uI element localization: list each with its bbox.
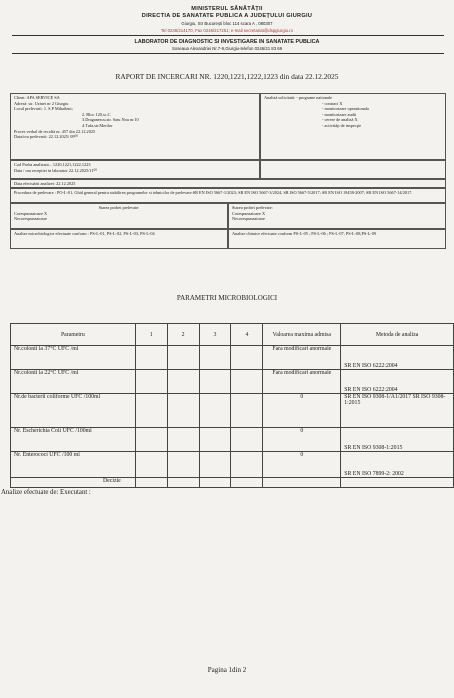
chem-analyses-box — [228, 229, 446, 249]
decision-cell — [135, 478, 167, 488]
table-row — [11, 346, 454, 370]
header-sample-1: 1 — [135, 324, 167, 346]
receipt-date: Data / ora receptiei in laborator 22.12.2025/11⁰⁰ — [14, 167, 97, 173]
section-title: PARAMETRI MICROBIOLOGICI — [176, 294, 278, 302]
header-sample-4: 4 — [231, 324, 263, 346]
max-value-cell: 0 — [263, 428, 341, 452]
directorate-address: Giurgiu, Str București bloc 114 scara A , 080307 — [181, 21, 273, 26]
value-cell — [199, 346, 231, 370]
value-cell — [199, 370, 231, 394]
value-cell — [135, 346, 167, 370]
analysis-date: Data efectuării analizei: 22.12.2025 — [14, 181, 76, 186]
page-number: Pagina 1din 2 — [207, 666, 247, 674]
decision-label: Decizie — [11, 478, 136, 488]
sampling-procedure: Procedura de prelevare : PO-L-01, Ghid general pentru stabilirea programelor si tehnicilor de prelevare:SR EN ISO 5667-1/2023; SR EN ISO 5667-3/2024, SR ISO 5667-5/2017; SR EN ISO 19458-2007; SR EN ISO 5667-14/2017. — [14, 190, 413, 195]
chem-analyses-text: Analize chimice efectuate conform PS-L-05 ; PS-L-06 ; PS-L-07, PS-L-08,PS-L-09 — [232, 231, 377, 236]
value-cell — [167, 394, 199, 428]
table-header-row — [11, 324, 454, 346]
header-sample-2: 2 — [167, 324, 199, 346]
value-cell — [167, 428, 199, 452]
procedure-box — [10, 188, 446, 203]
value-cell — [199, 428, 231, 452]
max-value-cell: 0 — [263, 394, 341, 428]
value-cell — [135, 428, 167, 452]
sample-state-left — [10, 203, 228, 229]
client-name: Client: APA SERVICE SA — [14, 95, 60, 100]
parameter-cell: Nr.colonii la 22°C UFC /ml — [11, 370, 136, 394]
decision-row — [11, 478, 454, 488]
performed-by: Analize efectuate de: Executant : — [1, 489, 91, 496]
sample-state-nok: Necorespunzatoare — [232, 216, 265, 222]
client-address: Adresă: str. Uzinei nr 2 Giurgiu — [14, 100, 69, 106]
analysis-requested-label: Analiză solicitată: - programe nationale — [264, 95, 333, 100]
header-method: Metoda de analiza — [341, 324, 454, 346]
decision-cell — [199, 478, 231, 488]
sample-state-label: Starea probei prelevate: — [232, 205, 273, 210]
header-divider-bottom — [12, 53, 444, 54]
table-row — [11, 428, 454, 452]
value-cell — [231, 428, 263, 452]
sample-info-box — [10, 160, 260, 179]
verbal-record: Proces verbal de recoltă nr. 457 din 22.12.2025 — [14, 128, 96, 134]
decision-cell — [231, 478, 263, 488]
sample-state-label: Starea probei prelevate: — [98, 205, 140, 210]
parameter-cell: Nr. Enterococi UFC /100 ml — [11, 452, 136, 478]
sampling-date: Data/ora prelevarii: 22.12.2025/ 09⁰⁰ — [14, 134, 78, 140]
micro-analyses-box — [10, 229, 228, 249]
directorate-contact: Tel 0246/214170, Fax 0246/217251; e-mail secretariat@dspgiurgiu.ro — [160, 28, 294, 33]
microbiology-table — [10, 323, 454, 488]
method-cell: SR EN ISO 9308-1:2015 — [341, 428, 454, 452]
method-cell: SR EN ISO 6222:2004 — [341, 346, 454, 370]
sampling-location-item: 2. Bloc 120,sc.C — [82, 111, 111, 117]
parameter-cell: Nr. Escherichia Coli UFC /100ml — [11, 428, 136, 452]
analysis-option: - activităţi de inspecţie — [322, 122, 362, 128]
laboratory-heading: LABORATOR DE DIAGNOSTIC SI INVESTIGARE IN SANATATE PUBLICA — [134, 39, 320, 45]
directorate-heading: DIRECTIA DE SANATATE PUBLICA A JUDEȚULUI GIURGIU — [141, 13, 313, 19]
max-value-cell: Fara modificari anormale — [263, 370, 341, 394]
sample-state-nok: Necorespunzatoare — [14, 216, 47, 222]
value-cell — [199, 394, 231, 428]
table-row — [11, 370, 454, 394]
header-sample-3: 3 — [199, 324, 231, 346]
sample-info-box-right — [260, 160, 446, 179]
value-cell — [167, 452, 199, 478]
method-cell: SR EN ISO 7899-2: 2002 — [341, 452, 454, 478]
header-parameter: Parametru — [11, 324, 136, 346]
method-cell: SR EN ISO 9308-1/A1/2017 SR ISO 9308-1:2015 — [341, 394, 454, 428]
micro-analyses-text: Analize microbiologice efectuate conform : PS-L-01, PS-L-02, PS-L-03, PS-L-04 — [14, 231, 155, 236]
value-cell — [167, 346, 199, 370]
decision-cell — [341, 478, 454, 488]
parameter-cell: Nr.de bacterii coliforme UFC /100ml — [11, 394, 136, 428]
value-cell — [231, 452, 263, 478]
client-info-box — [10, 93, 260, 160]
laboratory-address: Soseaua Alexandriei Nr.7-9,Giurgiu-telefon 0246/21 83 69 — [171, 46, 283, 51]
value-cell — [135, 370, 167, 394]
analysis-option: - cerere de analiză X — [322, 117, 358, 123]
sample-state-ok: Corespunzatoare X — [14, 210, 48, 216]
max-value-cell: Fara modificari anormale — [263, 346, 341, 370]
ministry-heading: MINISTERUL SĂNĂTĂȚII — [191, 6, 263, 12]
method-cell: SR EN ISO 6222:2004 — [341, 370, 454, 394]
sample-state-ok: Corespunzatoare X — [232, 210, 266, 216]
sampling-location-item: 3.Draganescu,str. Satu Nou nr.10 — [82, 117, 139, 123]
report-title: RAPORT DE INCERCARI NR. 1220,1221,1222,1223 din data 22.12.2025 — [115, 72, 339, 81]
header-divider — [12, 35, 444, 36]
sampling-location: Locul prelevarii: 1. S.P Mihaileni; — [14, 106, 73, 112]
table-row — [11, 452, 454, 478]
value-cell — [199, 452, 231, 478]
value-cell — [135, 452, 167, 478]
analysis-option: - monitorizare audit — [322, 111, 357, 117]
value-cell — [231, 370, 263, 394]
decision-cell — [263, 478, 341, 488]
sample-state-right — [228, 203, 446, 229]
table-row — [11, 394, 454, 428]
analysis-option: - contract X — [322, 100, 343, 106]
sampling-location-item: 4.Tufa,str.Merilor — [82, 122, 113, 128]
sample-code: Cod Proba analizata – 1220,1221,1222,1223 — [14, 162, 91, 167]
value-cell — [231, 346, 263, 370]
parameter-cell: Nr.colonii la 37°C UFC /ml — [11, 346, 136, 370]
value-cell — [167, 370, 199, 394]
max-value-cell: 0 — [263, 452, 341, 478]
analysis-option: - monitorizare operationala — [322, 106, 369, 112]
analysis-date-box — [10, 179, 446, 188]
header-max-value: Valoarea maxima admisa — [263, 324, 341, 346]
value-cell — [135, 394, 167, 428]
analysis-requested-box — [260, 93, 446, 160]
decision-cell — [167, 478, 199, 488]
value-cell — [231, 394, 263, 428]
